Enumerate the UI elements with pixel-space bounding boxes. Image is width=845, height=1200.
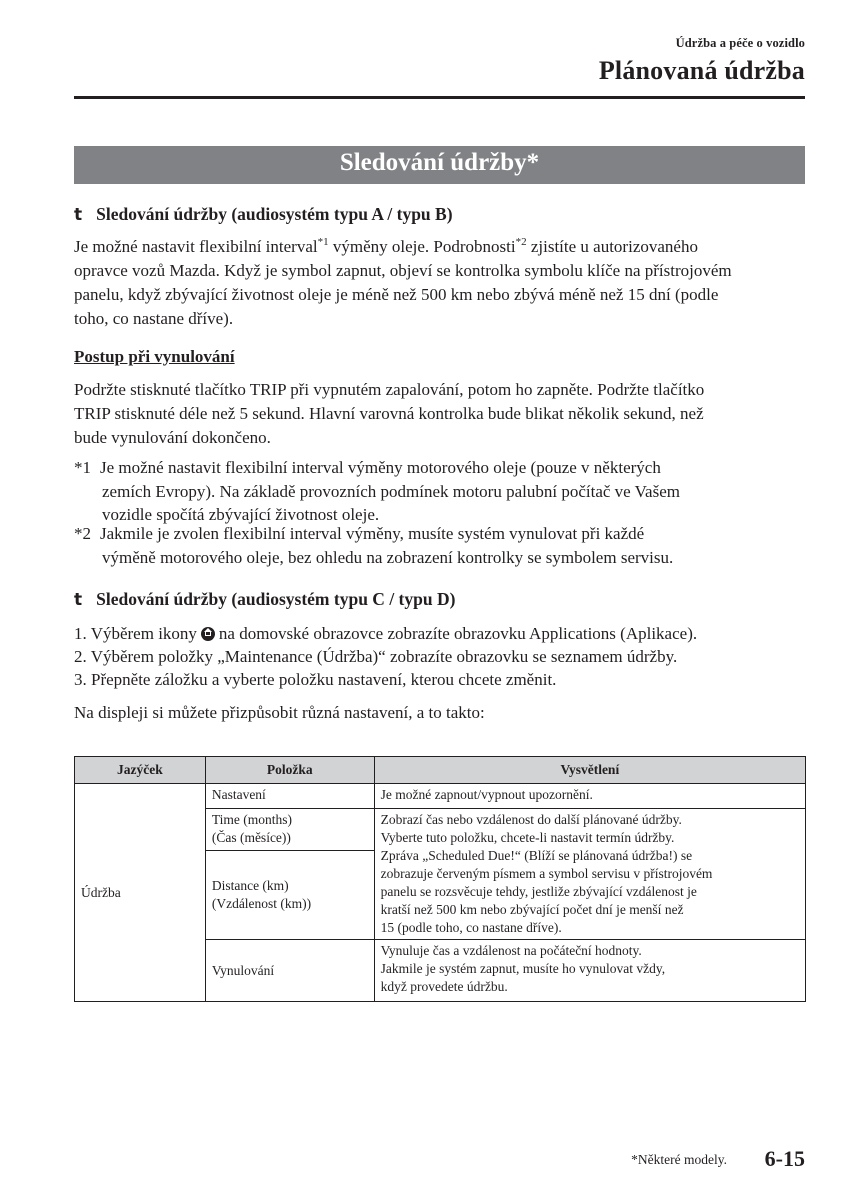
step-1: 1. Výběrem ikony na domovské obrazovce zobrazíte obrazovku Applications (Aplikace). (74, 624, 698, 643)
section-banner (74, 146, 805, 184)
reset-line: TRIP stisknuté déle než 5 sekund. Hlavní varovná kontrolka bude blikat několik sekund, než (74, 404, 704, 423)
home-icon (201, 627, 215, 641)
footnote-1: *1 Je možné nastavit flexibilní interval výměny motorového oleje (pouze v některých zemích Evropy). Na základě provozních podmínek motoru palubní počítač ve Vašem vozidle spočítá zbývající životnost oleje. (74, 458, 680, 524)
footnote-ref: *2 (515, 236, 527, 248)
description-cell: Vynuluje čas a vzdálenost na počáteční hodnoty. Jakmile je systém zapnut, musíte ho vynulovat vždy, když provedete údržbu. (374, 940, 805, 1002)
footnote-text: *Některé modely. (631, 1152, 727, 1167)
bullet-icon: t (74, 590, 83, 610)
intro-line: Je možné nastavit flexibilní interval$^{*1}$ výměny oleje. Podrobnosti$^{*2}$ zjistíte u autorizovaného (74, 236, 698, 256)
column-header: Jazýček (75, 757, 206, 784)
step-2: 2. Výběrem položky „Maintenance (Údržba)“ zobrazíte obrazovku se seznamem údržby. (74, 647, 678, 666)
description-cell: Zobrazí čas nebo vzdálenost do další plánované údržby. Vyberte tuto položku, chcete-li nastavit termín údržby. Zpráva „Scheduled Due!“ (Blíží se plánovaná údržba!) se zobrazuje červeným písmem a symbol servisu v přístrojovém panelu se rozsvěcuje tehdy, jestliže zbývající vzdálenost je kratší než 500 km nebo zbývající počet dní je menší než 15 (podle toho, co nastane dříve). (374, 809, 805, 940)
item-cell: Nastavení (205, 784, 374, 809)
subheading-text: Sledování údržby (audiosystém typu C / typu D) (96, 589, 456, 609)
reset-heading: Postup při vynulování (74, 347, 235, 366)
column-header: Vysvětlení (374, 757, 805, 784)
table-header-row (75, 757, 806, 784)
table-row (75, 784, 806, 809)
reset-line: bude vynulování dokončeno. (74, 428, 271, 447)
footnote-mark: *1 (74, 458, 91, 477)
footnote-2: *2 Jakmile je zvolen flexibilní interval výměny, musíte systém vynulovat při každé výměně motorového oleje, bez ohledu na zobrazení kontrolky se symbolem servisu. (74, 524, 674, 567)
tab-cell: Údržba (75, 784, 206, 1002)
settings-intro: Na displeji si můžete přizpůsobit různá nastavení, a to takto: (74, 703, 485, 722)
step-3: 3. Přepněte záložku a vyberte položku nastavení, kterou chcete změnit. (74, 670, 557, 689)
section-title: Plánovaná údržba (598, 56, 805, 85)
subheading-type-cd (74, 589, 455, 610)
description-cell: Je možné zapnout/vypnout upozornění. (374, 784, 805, 809)
intro-line: toho, co nastane dříve). (74, 309, 234, 328)
item-cell: Vynulování (205, 940, 374, 1002)
column-header: Položka (205, 757, 374, 784)
item-cell: Time (months) (Čas (měsíce)) (205, 809, 374, 851)
item-cell: Distance (km) (Vzdálenost (km)) (205, 851, 374, 940)
footnote-ref: *1 (317, 236, 329, 248)
intro-line: opravce vozů Mazda. Když je symbol zapnut, objeví se kontrolka symbolu klíče na přístrojovém (74, 261, 732, 280)
subheading-type-ab (74, 204, 453, 225)
reset-paragraph (74, 378, 814, 450)
chapter-title: Údržba a péče o vozidlo (675, 36, 805, 50)
bullet-icon: t (74, 205, 83, 225)
intro-paragraph (74, 235, 814, 331)
intro-line: panelu, když zbývající životnost oleje je méně než 500 km nebo zbývá méně než 15 dní (podle (74, 285, 719, 304)
reset-line: Podržte stisknuté tlačítko TRIP při vypnutém zapalování, potom ho zapněte. Podržte tlačítko (74, 380, 705, 399)
subheading-text: Sledování údržby (audiosystém typu A / typu B) (96, 204, 453, 224)
header-rule (74, 96, 805, 99)
page-number: 6-15 (764, 1146, 805, 1171)
banner-title: Sledování údržby* (339, 149, 540, 176)
footnote-mark: *2 (74, 524, 91, 543)
settings-table (74, 756, 806, 1002)
